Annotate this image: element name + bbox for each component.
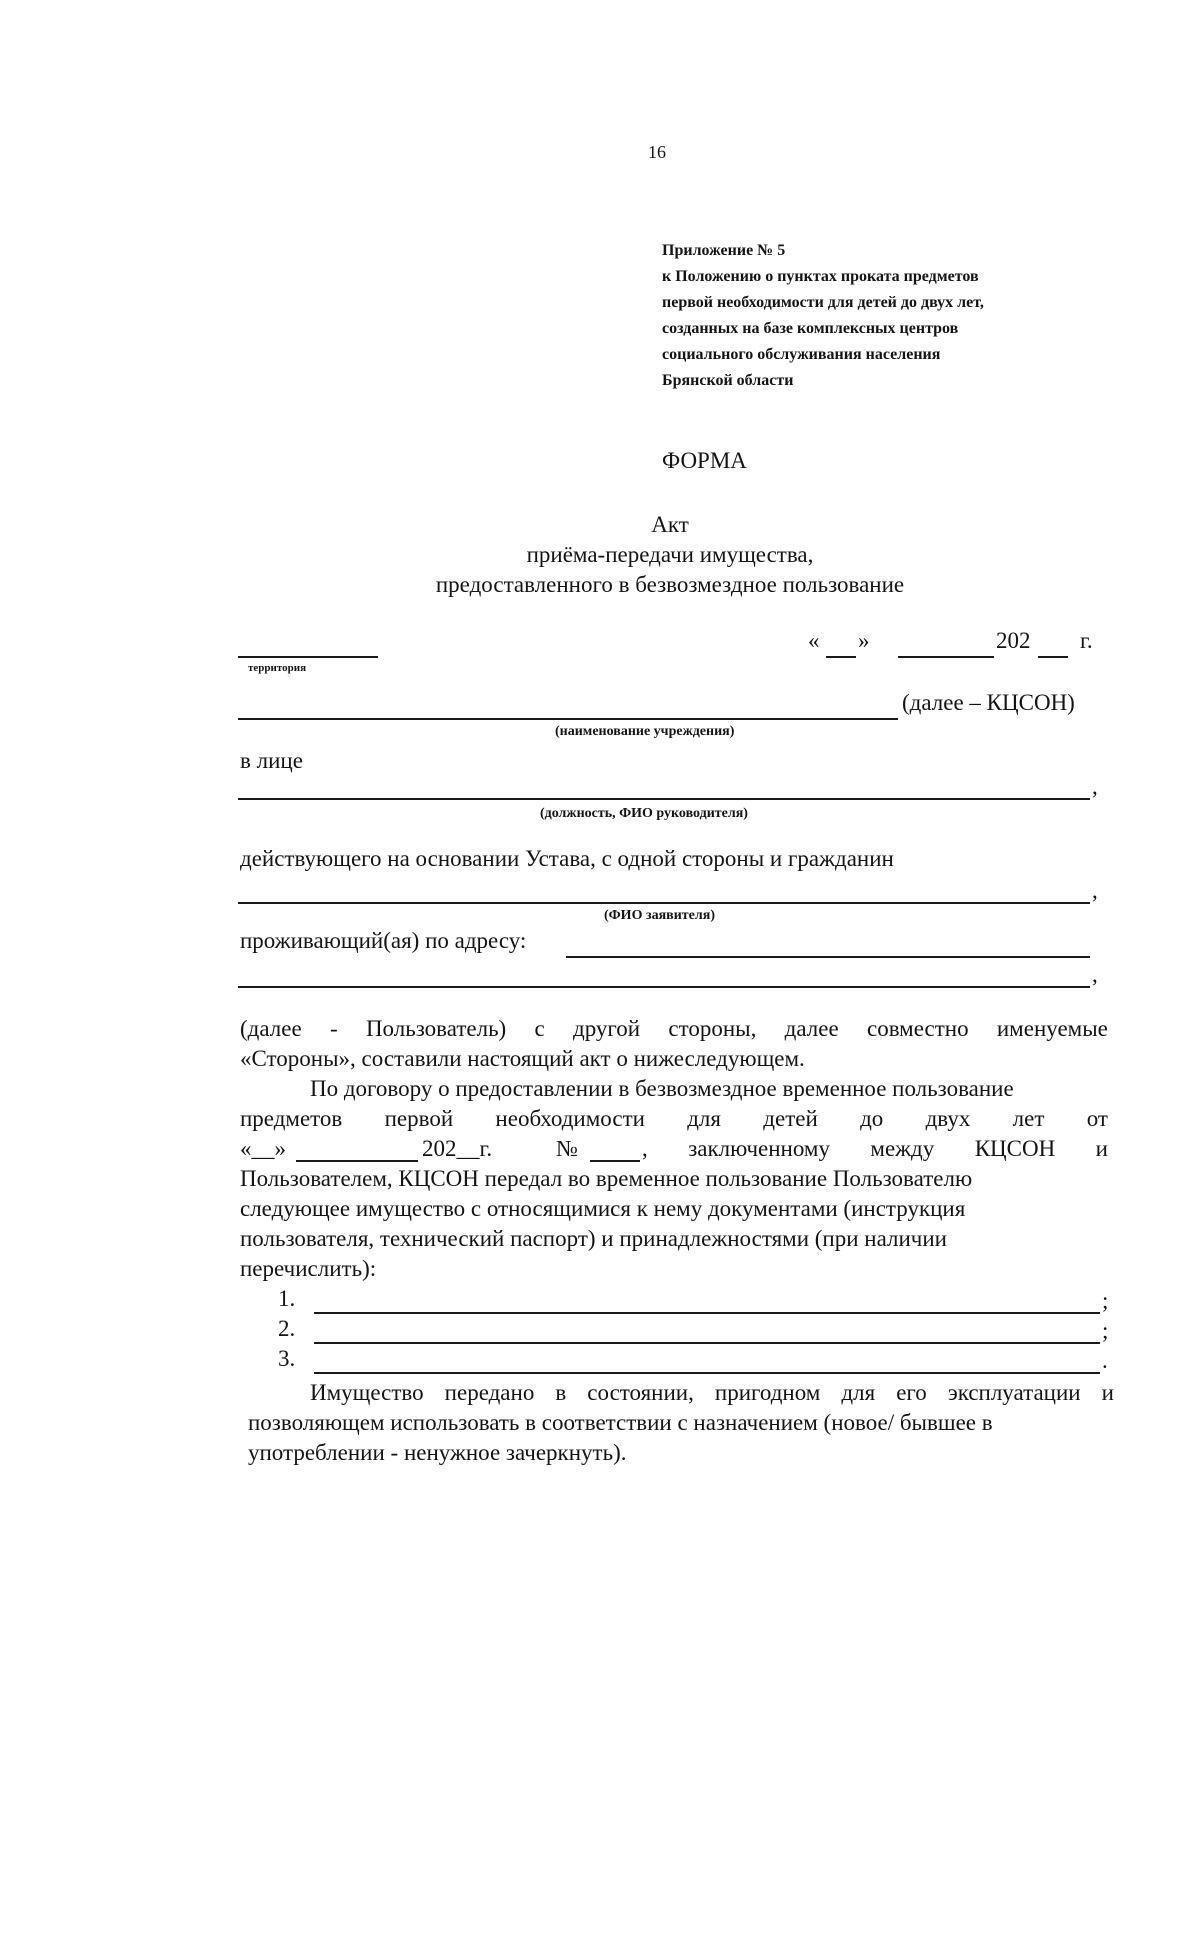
word: (далее — [240, 1016, 302, 1041]
word: именуемые — [996, 1016, 1108, 1041]
paragraph-2-line-7: перечислить): — [240, 1256, 377, 1281]
word: для — [841, 1380, 876, 1405]
director-comma: , — [1092, 774, 1098, 799]
residing-label: проживающий(ая) по адресу: — [240, 928, 527, 953]
word: Имущество — [310, 1380, 424, 1405]
item-number: 2. — [278, 1316, 296, 1341]
word: стороны, — [668, 1016, 757, 1041]
form-label: ФОРМА — [662, 448, 747, 473]
item-number: 3. — [278, 1346, 296, 1371]
paragraph-2-line-3-rest — [642, 1136, 1108, 1162]
title-line: приёма-передачи имущества, — [526, 542, 814, 567]
word: далее — [784, 1016, 839, 1041]
paragraph-3-line-1 — [310, 1380, 1114, 1406]
word: , — [642, 1136, 648, 1161]
word: для — [687, 1106, 721, 1131]
word: двух — [925, 1106, 971, 1131]
paragraph-2-line-4: Пользователем, КЦСОН передал во временное пользование Пользователю — [240, 1166, 973, 1191]
word: от — [1086, 1106, 1108, 1131]
appendix-line: социального обслуживания населения — [662, 346, 941, 363]
date-year-suffix: г. — [1080, 628, 1093, 653]
word: состоянии, — [587, 1380, 694, 1405]
document-title — [400, 510, 940, 600]
word: и — [1095, 1136, 1108, 1161]
word: Пользователь) — [365, 1016, 507, 1041]
word: - — [329, 1016, 338, 1041]
word: и — [1101, 1380, 1114, 1405]
title-line: Акт — [651, 512, 689, 537]
title-line: предоставленного в безвозмездное пользование — [435, 572, 905, 597]
paragraph-3-line-3: употреблении - ненужное зачеркнуть). — [248, 1440, 627, 1465]
word: с — [534, 1016, 545, 1041]
appendix-line: Приложение № 5 — [662, 242, 786, 259]
appendix-line: созданных на базе комплексных центров — [662, 320, 959, 337]
contract-number-line — [590, 1160, 640, 1162]
date-year-line — [1038, 656, 1068, 658]
word: между — [870, 1136, 935, 1161]
acting-text: действующего на основании Устава, с одной стороны и гражданин — [240, 846, 894, 871]
word: КЦСОН — [974, 1136, 1056, 1161]
word: необходимости — [495, 1106, 645, 1131]
date-month-line — [898, 656, 994, 658]
paragraph-2-line-1: По договору о предоставлении в безвозмездное временное пользование — [310, 1076, 1014, 1101]
item-number: 1. — [278, 1286, 296, 1311]
contract-date-quotes: «__» — [240, 1136, 286, 1161]
word: пригодном — [714, 1380, 821, 1405]
word: передано — [444, 1380, 535, 1405]
kcson-suffix: (далее – КЦСОН) — [902, 690, 1075, 715]
item-line — [314, 1372, 1100, 1374]
contract-year: 202__г. — [422, 1136, 493, 1161]
address-comma: , — [1092, 962, 1098, 987]
paragraph-2-line-6: пользователя, технический паспорт) и принадлежностями (при наличии — [240, 1226, 947, 1251]
date-close-quote: » — [858, 628, 870, 653]
appendix-line: Брянской области — [662, 372, 794, 389]
director-line — [238, 798, 1090, 800]
institution-line — [238, 718, 898, 720]
word: предметов — [240, 1106, 343, 1131]
word: эксплуатации — [947, 1380, 1081, 1405]
word: заключенному — [688, 1136, 830, 1161]
item-end: ; — [1102, 1288, 1109, 1313]
director-caption: (должность, ФИО руководителя) — [540, 806, 748, 821]
address-line-1 — [566, 956, 1090, 958]
paragraph-3-line-2: позволяющем использовать в соответствии с назначением (новое/ бывшее в — [248, 1410, 993, 1435]
item-line — [314, 1342, 1100, 1344]
paragraph-2-line-5: следующее имущество с относящимися к нему документами (инструкция — [240, 1196, 966, 1221]
institution-caption: (наименование учреждения) — [555, 724, 735, 739]
contract-number-sign: № — [556, 1136, 578, 1161]
date-day-line — [826, 656, 856, 658]
word: другой — [573, 1016, 641, 1041]
in-person-label: в лице — [240, 748, 303, 773]
word: до — [860, 1106, 884, 1131]
appendix-line: первой необходимости для детей до двух лет, — [662, 294, 984, 311]
paragraph-1-line-1 — [240, 1016, 1108, 1042]
word: совместно — [866, 1016, 969, 1041]
word: его — [896, 1380, 927, 1405]
applicant-line — [238, 902, 1090, 904]
item-line — [314, 1312, 1100, 1314]
item-end: ; — [1102, 1318, 1109, 1343]
applicant-comma: , — [1092, 878, 1098, 903]
word: детей — [763, 1106, 818, 1131]
contract-month-line — [296, 1160, 418, 1162]
paragraph-1-line-2: «Стороны», составили настоящий акт о нижеследующем. — [240, 1046, 805, 1071]
address-line-2 — [238, 986, 1090, 988]
appendix-line: к Положению о пунктах проката предметов — [662, 268, 979, 285]
date-open-quote: « — [808, 628, 820, 653]
item-end: . — [1102, 1348, 1108, 1373]
word: лет — [1012, 1106, 1045, 1131]
date-year-prefix: 202 — [996, 628, 1031, 653]
appendix-block — [662, 238, 984, 394]
word: в — [555, 1380, 567, 1405]
word: первой — [384, 1106, 454, 1131]
paragraph-2-line-2 — [240, 1106, 1108, 1132]
territory-caption: территория — [248, 662, 307, 674]
territory-line — [238, 656, 378, 658]
page-number: 16 — [648, 142, 666, 162]
applicant-caption: (ФИО заявителя) — [604, 908, 715, 923]
